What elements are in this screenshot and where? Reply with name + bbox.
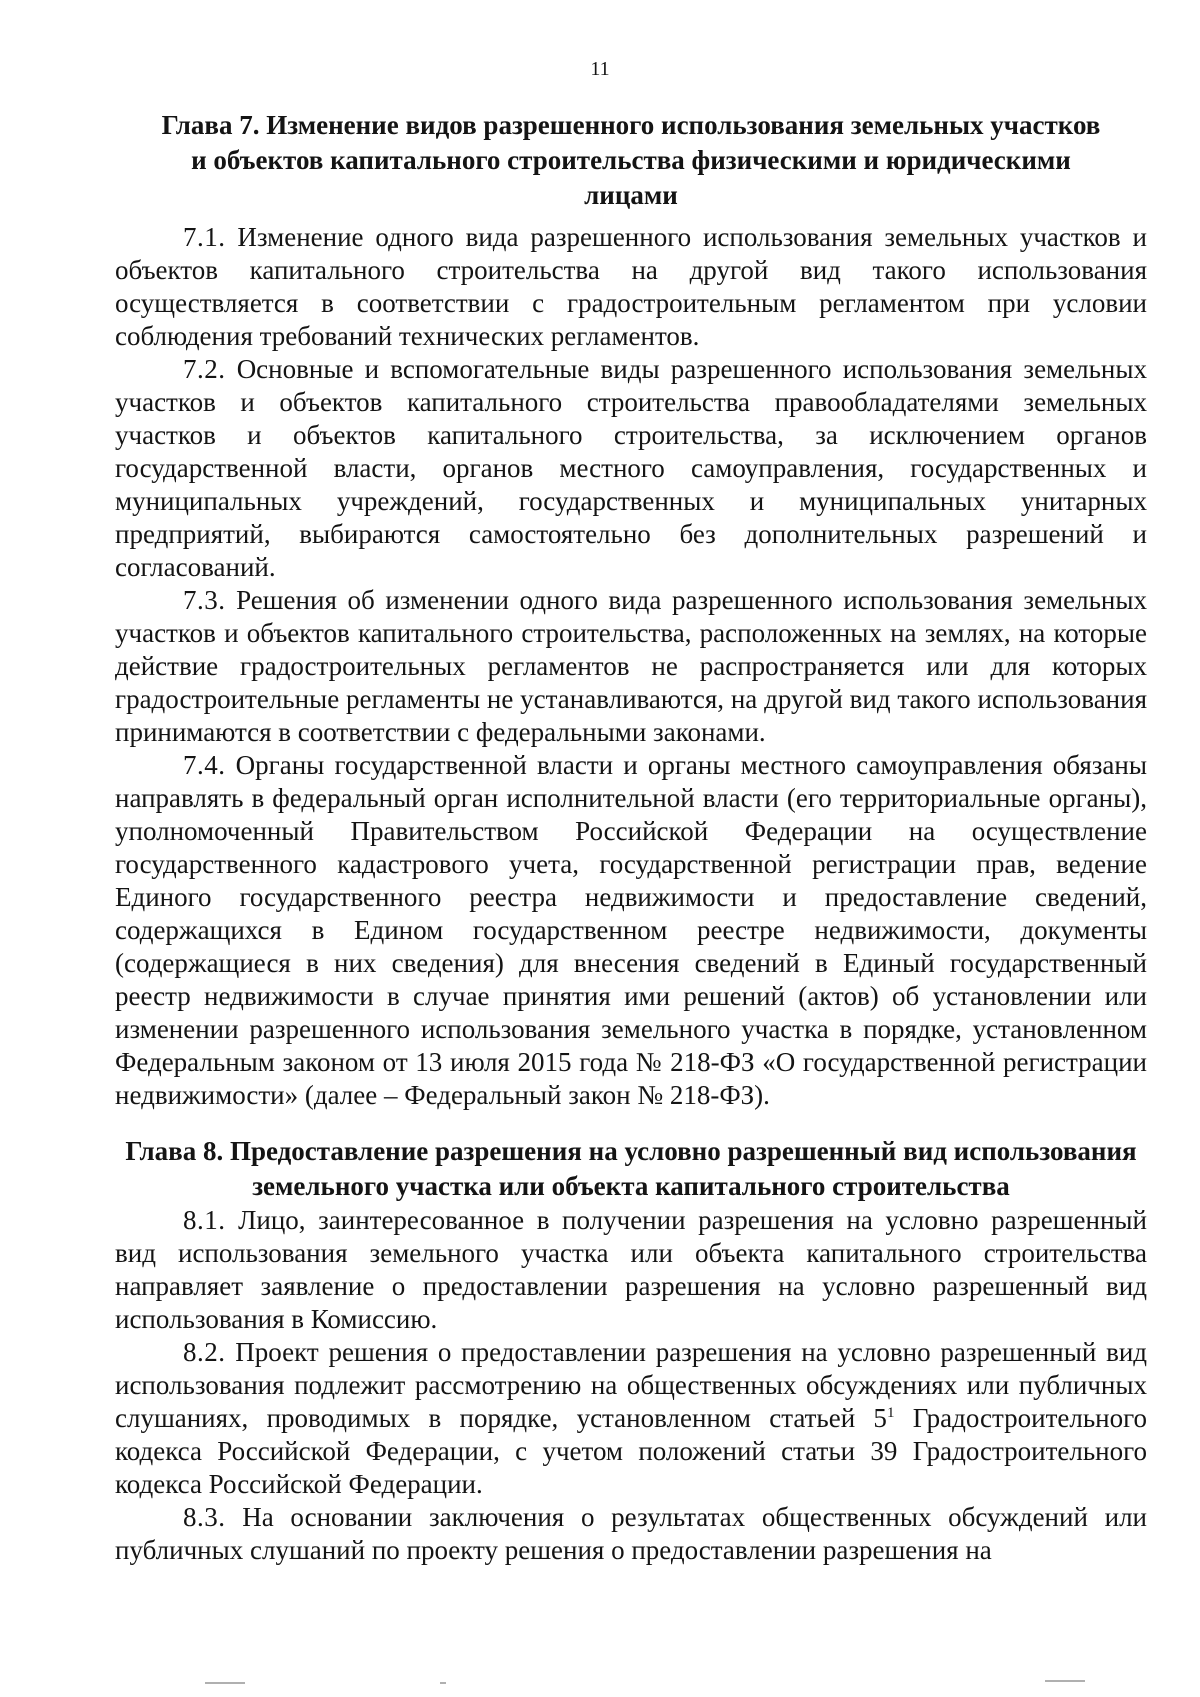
article-superscript: 1 [886, 1405, 895, 1421]
paragraph-8-3 [115, 1501, 1147, 1567]
paragraph-text: Лицо, заинтересованное в получении разрешения на условно разрешенный вид использования земельного участка или объекта капитального строительства направляет заявление о предоставлении разрешения на условно разрешенный вид использования в Комиссию. [115, 1205, 1147, 1334]
paragraph-text: На основании заключения о результатах общественных обсуждений или публичных слушаний по проекту решения о предоставлении разрешения на [115, 1502, 1147, 1565]
paragraph-text-continued: Градостроительного кодекса Российской Федерации, с учетом положений статьи 39 Градостроительного кодекса Российской Федерации. [115, 1403, 1147, 1499]
paragraph-number: 8.1. [183, 1205, 226, 1235]
paragraph-text: Решения об изменении одного вида разрешенного использования земельных участков и объектов капитального строительства, расположенных на землях, на которые действие градостроительных регламентов не распространяется или для которых градостроительные регламенты не устанавливаются, на другой вид такого использования принимаются в соответствии с федеральными законами. [115, 585, 1148, 747]
paragraph-number: 8.2. [183, 1337, 226, 1367]
paragraph-number: 7.1. [183, 222, 226, 252]
paragraph-number: 7.2. [183, 354, 226, 384]
page-number: 11 [590, 58, 610, 80]
paragraph-7-3 [115, 584, 1147, 749]
document-body [115, 108, 1147, 1567]
scan-mark [1045, 1680, 1085, 1682]
paragraph-8-1 [115, 1204, 1147, 1336]
paragraph-number: 8.3. [183, 1502, 226, 1532]
scan-edge-marks [0, 1672, 1200, 1697]
scan-mark [205, 1682, 245, 1684]
paragraph-text: Проект решения о предоставлении разрешения на условно разрешенный вид использования подлежит рассмотрению на общественных обсуждениях или публичных слушаниях, проводимых в порядке, установленном статьей 5 [115, 1337, 1148, 1433]
paragraph-text: Изменение одного вида разрешенного использования земельных участков и объектов капитального строительства на другой вид такого использования осуществляется в соответствии с градостроительным регламентом при условии соблюдения требований технических регламентов. [115, 222, 1147, 351]
paragraph-7-1 [115, 221, 1147, 353]
paragraph-8-2 [115, 1336, 1147, 1501]
paragraph-number: 7.3. [183, 585, 226, 615]
paragraph-7-2 [115, 353, 1147, 584]
paragraph-text: Основные и вспомогательные виды разрешенного использования земельных участков и объектов капитального строительства правообладателями земельных участков и объектов капитального строительства, за исключением органов государственной власти, органов местного самоуправления, государственных и муниципальных учреждений, государственных и муниципальных унитарных предприятий, выбираются самостоятельно без дополнительных разрешений и согласований. [115, 354, 1147, 582]
scan-mark [440, 1682, 446, 1684]
paragraph-number: 7.4. [183, 750, 226, 780]
paragraph-text: Органы государственной власти и органы местного самоуправления обязаны направлять в федеральный орган исполнительной власти (его территориальные органы), уполномоченный Правительством Российской Федерации на осуществление государственного кадастрового учета, государственной регистрации прав, ведение Единого государственного реестра недвижимости и предоставление сведений, содержащихся в Едином государственном реестре недвижимости, документы (содержащиеся в них сведения) для внесения сведений в Единый государственный реестр недвижимости в случае принятия ими решений (актов) об установлении или изменении разрешенного использования земельного участка в порядке, установленном Федеральным законом от 13 июля 2015 года № 218-ФЗ «О государственной регистрации недвижимости» (далее – Федеральный закон № 218-ФЗ). [115, 750, 1148, 1110]
chapter-7-title: Глава 7. Изменение видов разрешенного использования земельных участков и объектов капитального строительства физическими и юридическими лицами [161, 110, 1101, 210]
paragraph-7-4 [115, 749, 1147, 1112]
chapter-8-title: Глава 8. Предоставление разрешения на условно разрешенный вид использования земельного участка или объекта капитального строительства [125, 1136, 1137, 1201]
